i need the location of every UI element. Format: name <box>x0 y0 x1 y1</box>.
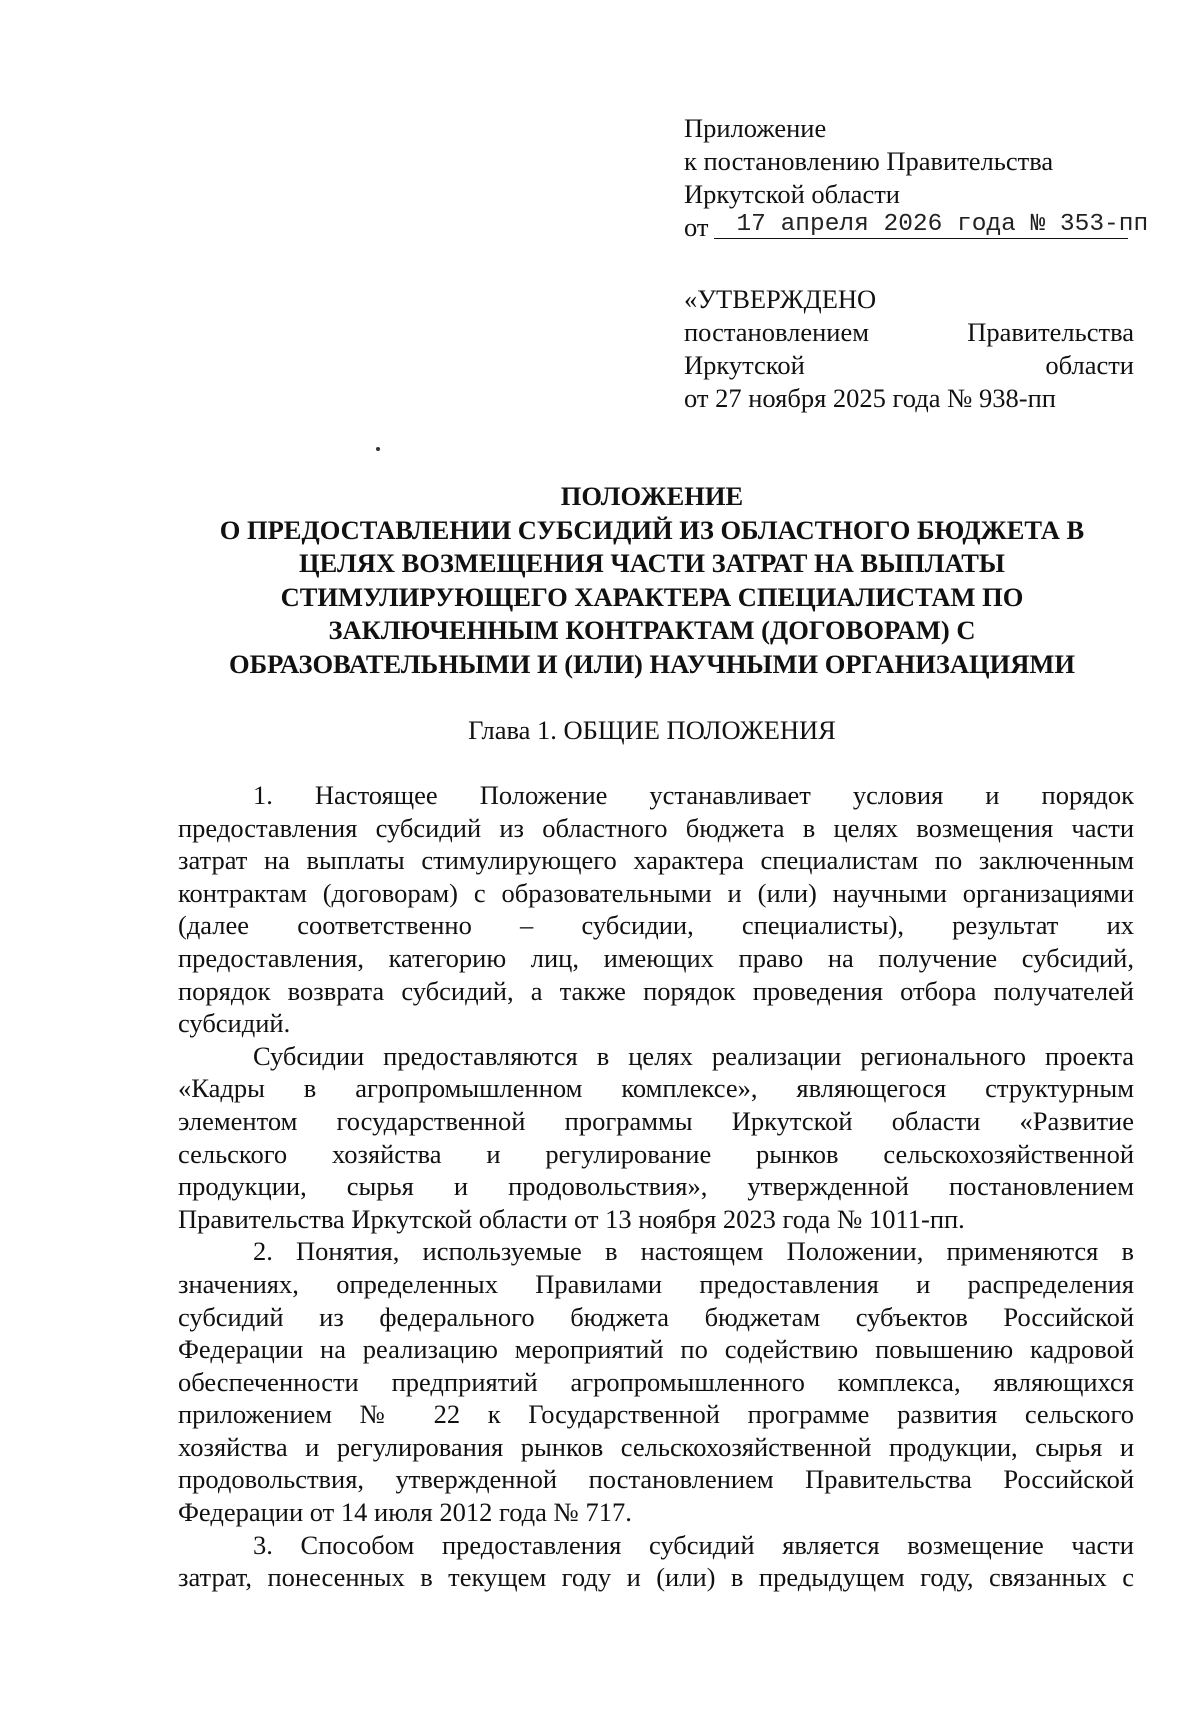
approved-region: области <box>1045 350 1134 380</box>
scan-speck <box>376 447 380 451</box>
body-line: Правительства Иркутской области от 13 ноября 2023 года № 1011-пп. <box>178 1203 965 1234</box>
title-line: ЦЕЛЯХ ВОЗМЕЩЕНИЯ ЧАСТИ ЗАТРАТ НА ВЫПЛАТЫ <box>299 548 1005 578</box>
approved-block <box>684 283 1134 415</box>
body-line: хозяйства и регулирования рынков сельскохозяйственной продукции, сырья и <box>178 1431 1134 1462</box>
body-line: субсидий. <box>178 1008 291 1039</box>
body-line: 2. Понятия, используемые в настоящем Положении, применяются в <box>253 1236 1134 1267</box>
body-line: Федерации на реализацию мероприятий по содействию повышению кадровой <box>178 1334 1134 1365</box>
body-line: порядок возврата субсидий, а также порядок проведения отбора получателей <box>178 975 1134 1006</box>
body-line: контрактам (договорам) с образовательными и (или) научными организациями <box>178 877 1134 908</box>
title-line: ПОЛОЖЕНИЕ <box>560 481 744 511</box>
approved-line-2 <box>684 316 1134 349</box>
approved-heading: «УТВЕРЖДЕНО <box>684 284 877 314</box>
appendix-date-stamp: 17 апреля 2026 года № 353-пп <box>714 212 1128 239</box>
body-line: продовольствия, утвержденной постановлением Правительства Российской <box>178 1464 1134 1495</box>
body-line: сельского хозяйства и регулирование рынков сельскохозяйственной <box>178 1138 1134 1169</box>
appendix-title: Приложение <box>684 113 827 143</box>
title-line: ОБРАЗОВАТЕЛЬНЫМИ И (ИЛИ) НАУЧНЫМИ ОРГАНИЗАЦИЯМИ <box>229 648 1075 679</box>
body-line: Федерации от 14 июля 2012 года № 717. <box>178 1497 632 1528</box>
title-line: О ПРЕДОСТАВЛЕНИИ СУБСИДИЙ ИЗ ОБЛАСТНОГО БЮДЖЕТА В <box>219 514 1085 545</box>
body-line: приложением № 22 к Государственной программе развития сельского <box>178 1399 1134 1430</box>
body-line: обеспеченности предприятий агропромышленного комплекса, являющихся <box>178 1366 1134 1397</box>
body-line: «Кадры в агропромышленном комплексе», являющегося структурным <box>178 1073 1134 1104</box>
body-line: затрат, понесенных в текущем году и (или) в предыдущем году, связанных с <box>178 1562 1134 1593</box>
body-line: предоставления субсидий из областного бюджета в целях возмещения части <box>178 812 1134 843</box>
body-line: 1. Настоящее Положение устанавливает условия и порядок <box>253 780 1134 810</box>
body-line: элементом государственной программы Иркутской области «Развитие <box>178 1105 1134 1136</box>
document-body <box>178 779 1134 1594</box>
body-line: затрат на выплаты стимулирующего характера специалистам по заключенным <box>178 845 1134 876</box>
body-line: субсидий из федерального бюджета бюджетам субъектов Российской <box>178 1301 1134 1332</box>
title-line: СТИМУЛИРУЮЩЕГО ХАРАКТЕРА СПЕЦИАЛИСТАМ ПО <box>280 581 1024 612</box>
approved-irkutsk: Иркутской <box>684 350 805 380</box>
chapter-heading: Глава 1. ОБЩИЕ ПОЛОЖЕНИЯ <box>468 715 836 745</box>
body-line: значениях, определенных Правилами предоставления и распределения <box>178 1268 1134 1299</box>
body-line: (далее соответственно – субсидии, специалисты), результат их <box>178 910 1134 941</box>
title-line: ЗАКЛЮЧЕННЫМ КОНТРАКТАМ (ДОГОВОРАМ) С <box>328 615 976 645</box>
approved-date: от 27 ноября 2025 года № 938-пп <box>684 383 1056 413</box>
body-line: 3. Способом предоставления субсидий является возмещение части <box>253 1529 1134 1560</box>
appendix-date-line <box>684 211 1149 245</box>
appendix-region: Иркутской области <box>684 179 900 209</box>
body-line: Субсидии предоставляются в целях реализации регионального проекта <box>253 1040 1134 1071</box>
body-line: предоставления, категорию лиц, имеющих право на получение субсидий, <box>178 942 1134 973</box>
document-title <box>160 480 1144 681</box>
appendix-resolution: к постановлению Правительства <box>684 146 1054 176</box>
appendix-block <box>684 112 1149 245</box>
appendix-date-prefix: от <box>684 212 709 242</box>
approved-line-3 <box>684 349 1134 382</box>
approved-resolution: постановлением <box>684 317 869 347</box>
approved-government: Правительства <box>967 317 1134 347</box>
body-line: продукции, сырья и продовольствия», утвержденной постановлением <box>178 1171 1134 1202</box>
